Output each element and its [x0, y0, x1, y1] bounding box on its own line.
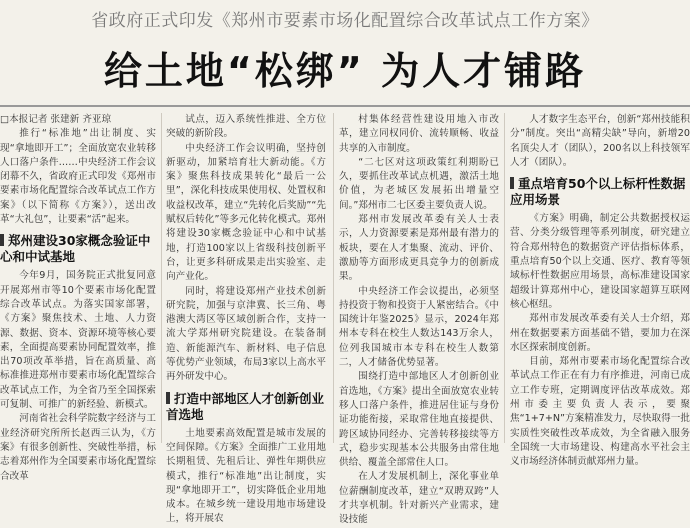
column-body [510, 113, 690, 470]
article-paragraph: 中央经济工作会议提出，必须坚持投资于物和投资于人紧密结合。《中国统计年鉴2025》显示，2024年郑州本专科在校生人数达143万余人，位列我国城市本专科在校生人数第二，人才储备优势显著。 [339, 285, 499, 369]
subhead-marker [0, 234, 4, 246]
column-divider [161, 113, 162, 443]
article-paragraph: 围绕打造中部地区人才创新创业首选地，《方案》提出全面放宽农业转移人口落户条件，推进居住证与身份证功能衔接，采取常住地直接提供、跨区域协同经办、完善转移接续等方式，稳步实现基本公共服务由常住地供给、覆盖全部常住人口。 [339, 371, 499, 469]
article-paragraph: 郑州市发展改革委有关人士表示，人力资源要素是郑州最有潜力的板块，要在人才集聚、流动、评价、激励等方面形成更具竞争力的创新成果。 [339, 214, 499, 283]
article-column-2 [166, 113, 326, 525]
subhead-text: 打造中部地区人才创新创业首选地 [166, 390, 325, 422]
subhead-text: 郑州建设30家概念验证中心和中试基地 [0, 233, 151, 265]
headline: 给土地“松绑” 为人才铺路 [103, 49, 587, 93]
article-paragraph: 河南省社会科学院数字经济与工业经济研究所所长赵西三认为，《方案》有很多创新性、突破性举措，标志着郑州作为全国要素市场化配置综合改革 [0, 413, 156, 482]
section-subhead [0, 233, 156, 265]
article-paragraph: 目前，郑州市要素市场化配置综合改革试点工作正在有力有序推进，河南已成立工作专班，定期调度评估改革成效。郑州市委主要负责人表示，要聚焦“1+7+N”方案精准发力，尽快取得一批实质性突破性改革成效，为全省融入服务全国统一大市场建设、构建高水平社会主义市场经济体制贡献郑州力量。 [510, 356, 690, 468]
headline-kicker: 省政府正式印发《郑州市要素市场化配置综合改革试点工作方案》 [91, 11, 599, 31]
article-paragraph: 同时，将建设郑州产业技术创新研究院，加强与京津冀、长三角、粤港澳大湾区等区域创新合作，支持一流大学郑州研究院建设。在装备制造、新能源汽车、新材料、电子信息等优势产业领域，布局3家以上高水平再外研发中心。 [166, 285, 326, 383]
header-rule [0, 105, 690, 107]
section-subhead [510, 176, 690, 208]
column-body [166, 113, 326, 527]
subhead-marker [166, 392, 170, 404]
article-paragraph: 村集体经营性建设用地入市改革，建立同权同价、流转顺畅、收益共享的入市制度。 [339, 114, 499, 154]
article-paragraph: 《方案》明确，制定公共数据授权运营、分类分级管理等系列制度，研究建立符合郑州特色的数据资产评估指标体系，重点培育50个以上交通、医疗、教育等领域标杆性数据应用场景，高标准建设国家超级计算郑州中心，建设国家超算互联网核心枢纽。 [510, 213, 690, 310]
column-body [339, 113, 499, 528]
article-paragraph: 在人才发展机制上，深化事业单位薪酬制度改革，建立“双聘双跨”人才共享机制。针对新兴产业需求，建设技能 [339, 471, 499, 526]
column-body [0, 127, 156, 484]
article-paragraph: 土地要素高效配置是城市发展的空间保障。《方案》全面推广工业用地长期租赁、先租后让、弹性年期供应模式，推行“标准地”出让制度，实现“拿地即开工”，切实降低企业用地成本。在城乡统一建设用地市场建设上，将开展农 [166, 427, 326, 525]
column-divider [333, 113, 334, 443]
subhead-marker [510, 177, 514, 189]
article-paragraph: 人才数字生态平台，创新“郑州技能积分”制度。突出“高精尖缺”导向，新增20名顶尖人才（团队），200名以上科技领军人才（团队）。 [510, 114, 690, 168]
article-column-1 [0, 113, 156, 482]
article-paragraph: 郑州市发展改革委有关人士介绍，郑州在数据要素方面基础不错，要加力在深水区探索制度创新。 [510, 313, 690, 353]
article-paragraph: 推行“标准地”出让制度、实现“拿地即开工”；全面放宽农业转移人口落户条件……中央经济工作会议闭幕不久，省政府正式印发《郑州市要素市场化配置综合改革试点工作方案》（以下简称《方案》），送出改革“大礼包”，让要素“活”起来。 [0, 128, 156, 226]
article-column-3 [339, 113, 499, 526]
column-divider [504, 113, 505, 443]
article-paragraph: 中央经济工作会议明确，坚持创新驱动，加紧培育壮大新动能。《方案》聚焦科技成果转化“最后一公里”，深化科技成果使用权、处置权和收益权改革，建立“先转化后奖励”“先赋权后转化”等多元化转化模式。郑州将建设30家概念验证中心和中试基地，打造100家以上省级科技创新平台，让更多科研成果走出实验室、走向产业化。 [166, 142, 326, 283]
subhead-text: 重点培育50个以上标杆性数据应用场景 [510, 176, 686, 208]
section-subhead [166, 391, 326, 423]
article-paragraph: “二七区对这项政策红利期盼已久，要抓住改革试点机遇，激活土地价值，为老城区发展拓出增量空间。”郑州市二七区委主要负责人说。 [339, 156, 499, 211]
article-paragraph: 今年9月，国务院正式批复同意开展郑州市等10个要素市场化配置综合改革试点。为落实国家部署，《方案》聚焦技术、土地、人力资源、数据、资本、资源环境等核心要素，全面提高要素协同配置效率，推出70项改革举措，旨在高质量、高标准推进郑州市要素市场化配置综合改革试点工作，为全省乃至全国探索可复制、可推广的新经验、新模式。 [0, 270, 156, 411]
article-column-4 [510, 113, 690, 468]
article-paragraph: 试点，迈入系统性推进、全方位突破的新阶段。 [166, 114, 326, 140]
byline: □本报记者 张建新 齐亚琼 [0, 114, 112, 125]
